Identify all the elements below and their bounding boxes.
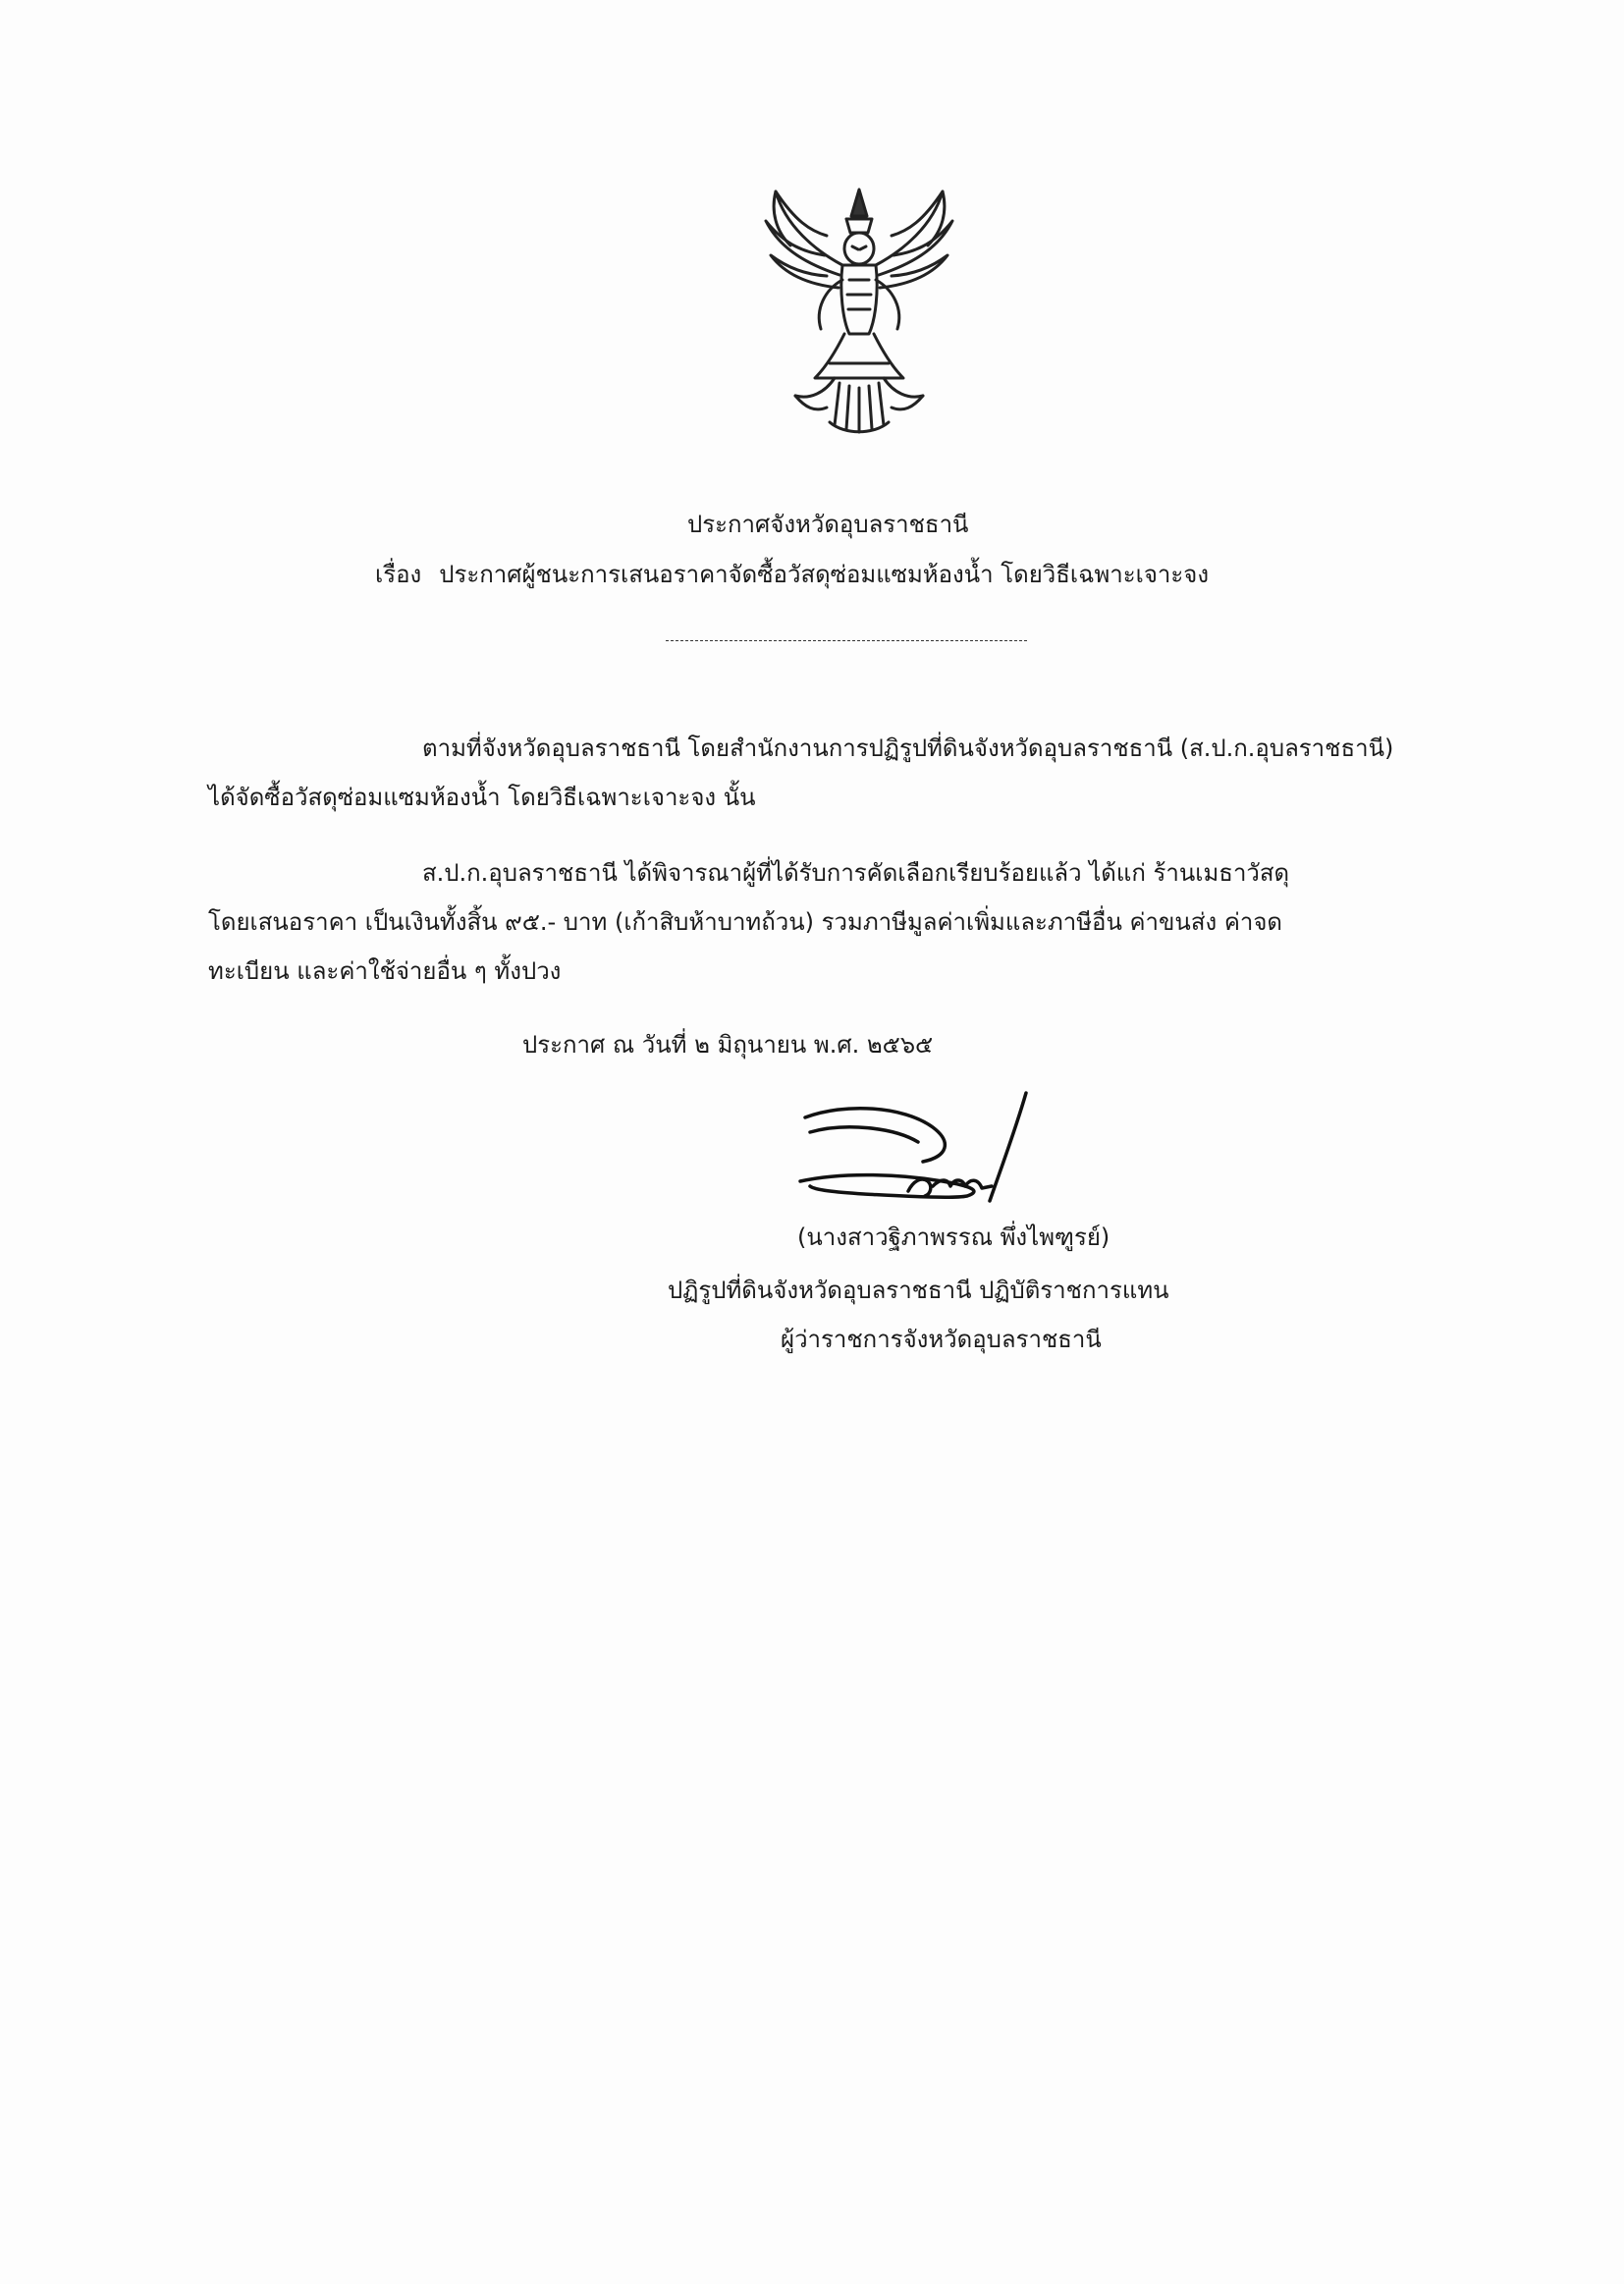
- paragraph-1-line-2: ได้จัดซื้อวัสดุซ่อมแซมห้องน้ำ โดยวิธีเฉพาะเจาะจง นั้น: [208, 784, 756, 811]
- subject-text: ประกาศผู้ชนะการเสนอราคาจัดซื้อวัสดุซ่อมแซมห้องน้ำ โดยวิธีเฉพาะเจาะจง: [439, 561, 1210, 588]
- document-title: ประกาศจังหวัดอุบลราชธานี: [687, 511, 969, 538]
- signer-position-line-2: ผู้ว่าราชการจังหวัดอุบลราชธานี: [781, 1326, 1102, 1353]
- handwritten-signature: [785, 1088, 1060, 1216]
- announcement-date: ประกาศ ณ วันที่ ๒ มิถุนายน พ.ศ. ๒๕๖๕: [522, 1031, 934, 1059]
- paragraph-2-line-1: ส.ป.ก.อุบลราชธานี ได้พิจารณาผู้ที่ได้รับการคัดเลือกเรียบร้อยแล้ว ได้แก่ ร้านเมธาวัสดุ: [422, 859, 1290, 887]
- title-divider: [666, 640, 1027, 641]
- paragraph-2-line-3: ทะเบียน และค่าใช้จ่ายอื่น ๆ ทั้งปวง: [208, 957, 562, 985]
- document-subject: [375, 558, 1209, 591]
- signer-name: (นางสาวฐิภาพรรณ พึ่งไพฑูรย์): [797, 1224, 1110, 1251]
- paragraph-1-line-1: ตามที่จังหวัดอุบลราชธานี โดยสำนักงานการปฏิรูปที่ดินจังหวัดอุบลราชธานี (ส.ป.ก.อุบลราชธานี): [422, 734, 1394, 762]
- signer-position-line-1: ปฏิรูปที่ดินจังหวัดอุบลราชธานี ปฏิบัติราชการแทน: [668, 1277, 1169, 1304]
- subject-label: เรื่อง: [375, 561, 422, 588]
- garuda-emblem-icon: [756, 172, 962, 437]
- paragraph-2-line-2: โดยเสนอราคา เป็นเงินทั้งสิ้น ๙๕.- บาท (เก้าสิบห้าบาทถ้วน) รวมภาษีมูลค่าเพิ่มและภาษีอื่น ค่าขนส่ง ค่าจด: [208, 908, 1283, 936]
